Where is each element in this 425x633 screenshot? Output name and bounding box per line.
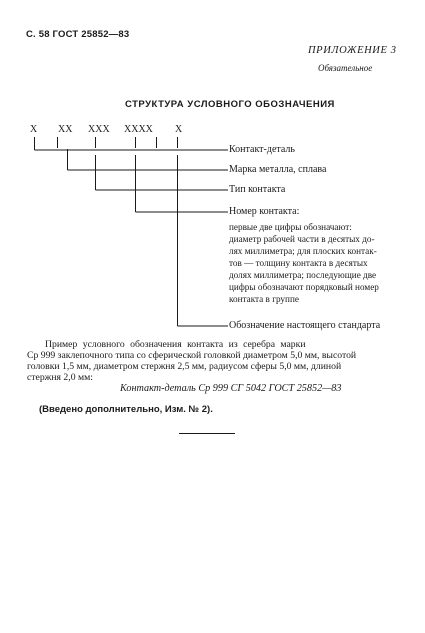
label-contact-number: Номер контакта: (229, 206, 300, 217)
label-contact-type: Тип контакта (229, 184, 286, 195)
example-paragraph-line: головки 1,5 мм, диаметром стержня 2,5 мм, радиусом сферы 5,0 мм, длиной (27, 361, 342, 372)
contact-number-desc-line: долях миллиметра; последующие две (229, 270, 377, 280)
code-part-3: XXX (88, 124, 110, 135)
contact-number-desc-line: диаметр рабочей части в десятых до- (229, 234, 375, 244)
label-metal-grade: Марка металла, сплава (229, 164, 327, 175)
divider-line (179, 433, 235, 434)
example-designation: Контакт-деталь Ср 999 СГ 5042 ГОСТ 25852—83 (120, 383, 342, 394)
label-standard-designation: Обозначение настоящего стандарта (229, 320, 381, 331)
code-part-4: XXXX (124, 124, 153, 135)
contact-number-desc-line: контакта в группе (229, 294, 299, 304)
code-part-2: XX (58, 124, 73, 135)
section-title: СТРУКТУРА УСЛОВНОГО ОБОЗНАЧЕНИЯ (125, 99, 335, 110)
contact-number-desc-line: лях миллиметра; для плоских контак- (229, 246, 377, 256)
example-paragraph-line: Ср 999 заклепочного типа со сферической головкой диаметром 5,0 мм, высотой (27, 350, 357, 361)
appendix-title: ПРИЛОЖЕНИЕ 3 (308, 45, 397, 56)
appendix-subtitle: Обязательное (318, 63, 373, 73)
contact-number-desc-line: цифры обозначают порядковый номер (229, 282, 379, 292)
page-header: С. 58 ГОСТ 25852—83 (26, 29, 130, 40)
example-paragraph-line: стержня 2,0 мм: (27, 372, 93, 383)
code-part-5: X (175, 124, 183, 135)
code-part-1: X (30, 124, 38, 135)
contact-number-desc-line: первые две цифры обозначают: (229, 222, 352, 232)
example-paragraph-line: Пример условного обозначения контакта из серебра марки (45, 339, 306, 350)
contact-number-desc-line: тов — толщину контакта в десятых (229, 258, 368, 268)
amendment-note: (Введено дополнительно, Изм. № 2). (39, 404, 213, 415)
label-contact-part: Контакт-деталь (229, 144, 295, 155)
